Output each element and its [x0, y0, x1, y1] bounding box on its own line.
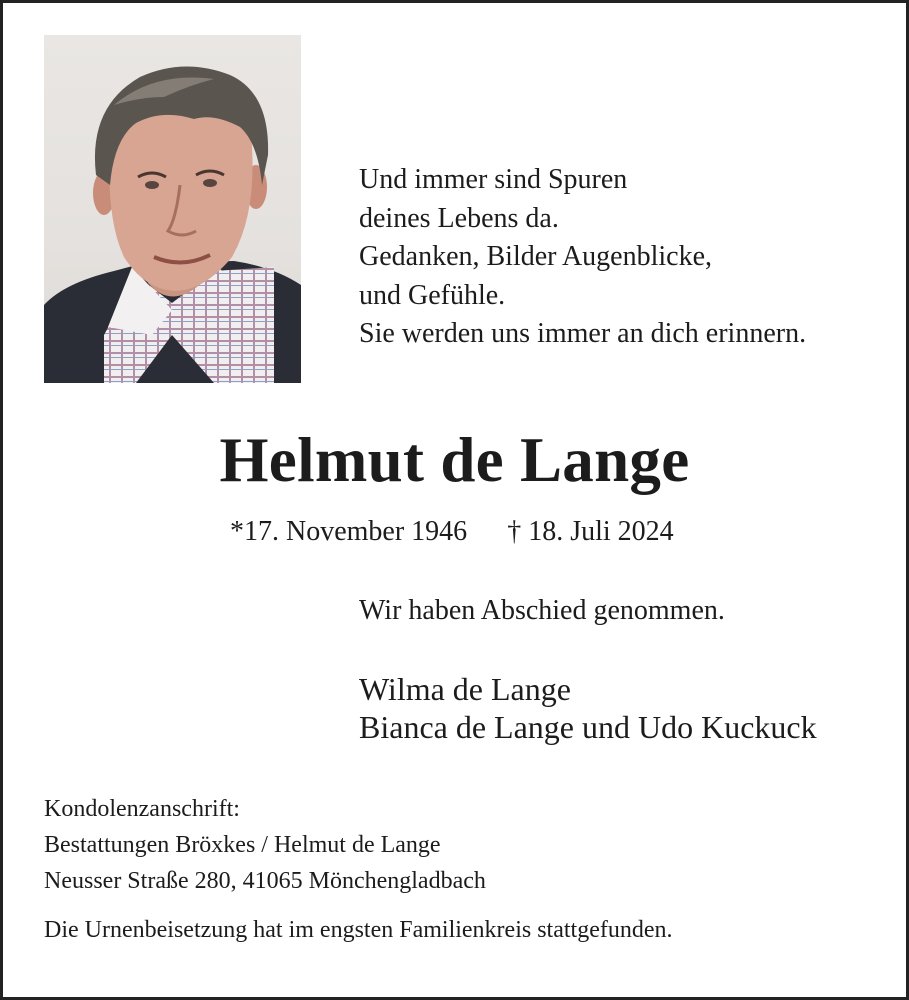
mourner-name: Bianca de Lange und Udo Kuckuck: [359, 709, 817, 745]
address-label: Kondolenzanschrift:: [44, 796, 240, 822]
mourner-name: Wilma de Lange: [359, 671, 571, 707]
portrait-illustration: [44, 35, 301, 383]
deceased-name: Helmut de Lange: [219, 425, 690, 495]
portrait-photo: [44, 35, 301, 383]
birth-date: *17. November 1946: [230, 516, 468, 547]
mourners: [359, 670, 817, 746]
poem-line: und Gefühle.: [359, 279, 506, 311]
condolence-address: [44, 791, 486, 899]
death-date: † 18. Juli 2024: [507, 516, 674, 547]
poem-line: Und immer sind Spuren: [359, 164, 628, 195]
address-street: Neusser Straße 280, 41065 Mönchengladbach: [44, 868, 486, 894]
poem-line: Sie werden uns immer an dich erinnern.: [359, 318, 807, 349]
address-recipient: Bestattungen Bröxkes / Helmut de Lange: [44, 832, 441, 858]
burial-note: Die Urnenbeisetzung hat im engsten Familienkreis stattgefunden.: [44, 917, 673, 943]
life-dates: [230, 516, 674, 548]
poem-line: deines Lebens da.: [359, 202, 559, 234]
poem-line: Gedanken, Bilder Augenblicke,: [359, 241, 713, 272]
poem: [359, 161, 806, 354]
farewell-text: Wir haben Abschied genommen.: [359, 595, 725, 626]
